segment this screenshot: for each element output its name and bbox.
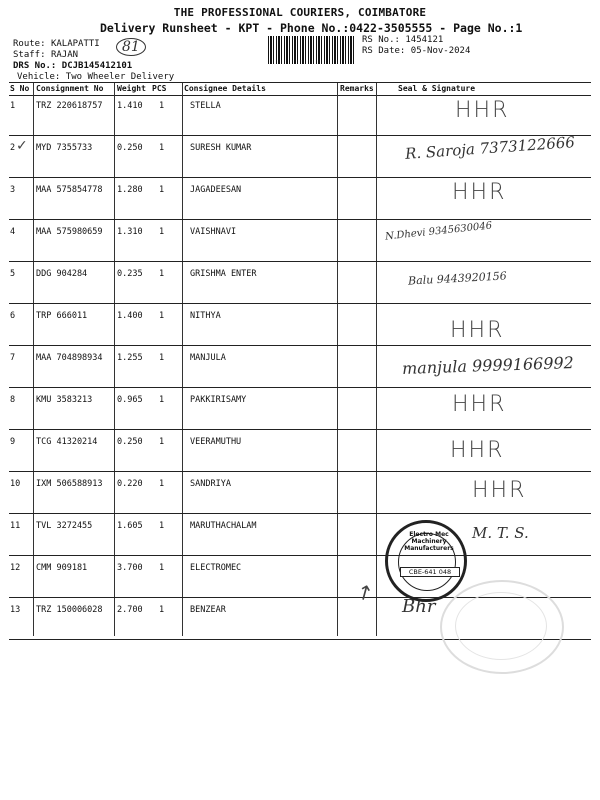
row-pcs: 1	[159, 227, 165, 237]
row-pcs: 1	[159, 437, 165, 447]
faded-stamp-inner	[455, 592, 547, 660]
row-consignment-no: TRZ 150006028	[36, 605, 103, 615]
barcode	[268, 36, 354, 64]
col-header-sno: S No	[10, 84, 30, 93]
row-consignment-no: MAA 575980659	[36, 227, 103, 237]
row-sno: 6	[10, 311, 16, 321]
route-line	[13, 39, 100, 50]
row-consignee: SURESH KUMAR	[190, 143, 252, 153]
col-header-pcs: PCS	[152, 84, 167, 93]
col-sep-1	[33, 83, 34, 636]
signature-row-13: Bhr	[402, 596, 436, 617]
row-sno: 4	[10, 227, 16, 237]
route-label: Route:	[13, 39, 46, 49]
col-header-consignment: Consignment No	[36, 84, 104, 93]
row-consignment-no: MAA 704898934	[36, 353, 103, 363]
col-sep-5	[376, 83, 377, 636]
row-pcs: 1	[159, 605, 165, 615]
row-divider	[9, 513, 591, 514]
col-header-remarks: Remarks	[340, 84, 374, 93]
row-consignment-no: TRP 666011	[36, 311, 88, 321]
row-weight: 0.250	[117, 437, 143, 447]
row-pcs: 1	[159, 353, 165, 363]
signature-row-9: HHR	[450, 438, 505, 463]
row-weight: 0.250	[117, 143, 143, 153]
row-consignment-no: CMM 909181	[36, 563, 88, 573]
col-header-consignee: Consignee Details	[184, 84, 266, 93]
row-pcs: 1	[159, 311, 165, 321]
row-sno: 8	[10, 395, 16, 405]
col-sep-3	[182, 83, 183, 636]
signature-row-6: HHR	[450, 318, 505, 343]
row-pcs: 1	[159, 563, 165, 573]
row-consignee: BENZEAR	[190, 605, 226, 615]
row-divider	[9, 177, 591, 178]
staff-line	[13, 50, 78, 61]
rs-no-line	[362, 35, 443, 45]
staff-label: Staff:	[13, 50, 46, 60]
row-consignee: STELLA	[190, 101, 221, 111]
row-weight: 1.410	[117, 101, 143, 111]
row-divider	[9, 219, 591, 220]
signature-row-4: N.Dhevi 9345630046	[384, 220, 493, 243]
row-pcs: 1	[159, 521, 165, 531]
row-pcs: 1	[159, 101, 165, 111]
row-weight: 0.235	[117, 269, 143, 279]
seal-text: Electro Mec Machinery Manufacturers	[404, 531, 454, 552]
row-weight: 0.965	[117, 395, 143, 405]
drs-value: DCJB145412101	[61, 61, 133, 71]
row-consignee: MARUTHACHALAM	[190, 521, 257, 531]
row-sno: 12	[10, 563, 21, 573]
col-header-weight: Weight	[117, 84, 146, 93]
signature-row-2: R. Saroja 7373122666	[404, 133, 576, 163]
row-consignee: ELECTROMEC	[190, 563, 242, 573]
row-sno: 13	[10, 605, 21, 615]
signature-row-1: HHR	[455, 98, 510, 123]
drs-line	[13, 61, 132, 72]
signature-row-5: Balu 9443920156	[407, 269, 508, 288]
row-sno: 1	[10, 101, 16, 111]
row-sno: 5	[10, 269, 16, 279]
row-consignee: JAGADEESAN	[190, 185, 242, 195]
row-pcs: 1	[159, 395, 165, 405]
row-weight: 3.700	[117, 563, 143, 573]
rs-date-label: RS Date:	[362, 46, 406, 56]
vehicle-value: Two Wheeler Delivery	[65, 72, 175, 82]
row-sno: 7	[10, 353, 16, 363]
row-consignee: NITHYA	[190, 311, 221, 321]
signature-row-3: HHR	[452, 180, 507, 205]
company-seal	[385, 520, 467, 602]
col-sep-2	[114, 83, 115, 636]
company-title: THE PROFESSIONAL COURIERS, COIMBATORE	[173, 6, 427, 19]
row-consignment-no: TRZ 220618757	[36, 101, 103, 111]
signature-row-10: HHR	[472, 478, 527, 503]
row-weight: 2.700	[117, 605, 143, 615]
row-weight: 1.280	[117, 185, 143, 195]
row-divider	[9, 261, 591, 262]
row-divider	[9, 555, 591, 556]
rs-no-value: 1454121	[405, 35, 444, 45]
row-consignee: MANJULA	[190, 353, 226, 363]
row-consignee: VAISHNAVI	[190, 227, 237, 237]
row-consignment-no: KMU 3583213	[36, 395, 93, 405]
col-header-signature: Seal & Signature	[398, 84, 476, 93]
row-weight: 1.255	[117, 353, 143, 363]
row-sno: 9	[10, 437, 16, 447]
rs-date-line	[362, 46, 470, 56]
signature-row-7: manjula 9999166992	[401, 353, 575, 378]
signature-row-8: HHR	[452, 392, 507, 417]
row-pcs: 1	[159, 143, 165, 153]
col-sep-4	[337, 83, 338, 636]
row-divider	[9, 345, 591, 346]
row-sno: 3	[10, 185, 16, 195]
row-divider	[9, 303, 591, 304]
row-pcs: 1	[159, 185, 165, 195]
row-divider	[9, 387, 591, 388]
seal-code: CBE-641 048	[400, 567, 460, 577]
row-consignment-no: MYD 7355733	[36, 143, 93, 153]
row-consignment-no: IXM 506588913	[36, 479, 103, 489]
row-weight: 1.605	[117, 521, 143, 531]
handwritten-count: 81	[116, 38, 146, 56]
runsheet-subtitle: Delivery Runsheet - KPT - Phone No.:0422-3505555 - Page No.:1	[100, 21, 523, 35]
route-value: KALAPATTI	[50, 39, 100, 49]
row-consignment-no: DDG 904284	[36, 269, 88, 279]
row-consignment-no: TVL 3272455	[36, 521, 93, 531]
signature-row-11: M. T. S.	[472, 524, 529, 542]
row-weight: 1.400	[117, 311, 143, 321]
row-divider	[9, 135, 591, 136]
row-consignment-no: MAA 575854778	[36, 185, 103, 195]
row-consignee: GRISHMA ENTER	[190, 269, 257, 279]
staff-value: RAJAN	[50, 50, 79, 60]
row-consignment-no: TCG 41320214	[36, 437, 98, 447]
row-divider	[9, 471, 591, 472]
row-divider	[9, 429, 591, 430]
row-consignee: SANDRIYA	[190, 479, 231, 489]
table-top-rule	[9, 82, 591, 83]
row-pcs: 1	[159, 479, 165, 489]
drs-label: DRS No.:	[13, 61, 57, 71]
row-consignee: VEERAMUTHU	[190, 437, 242, 447]
row-weight: 1.310	[117, 227, 143, 237]
vehicle-label: Vehicle:	[17, 72, 61, 82]
row-pcs: 1	[159, 269, 165, 279]
row-sno: 10	[10, 479, 21, 489]
rs-date-value: 05-Nov-2024	[410, 46, 471, 56]
row-sno: 11	[10, 521, 21, 531]
arrow-icon: ↗	[351, 577, 378, 607]
row-weight: 0.220	[117, 479, 143, 489]
rs-no-label: RS No.:	[362, 35, 400, 45]
check-mark-icon: ✓	[16, 138, 28, 154]
header-bottom-rule	[9, 95, 591, 96]
row-sno: 2	[10, 143, 16, 153]
row-consignee: PAKKIRISAMY	[190, 395, 247, 405]
